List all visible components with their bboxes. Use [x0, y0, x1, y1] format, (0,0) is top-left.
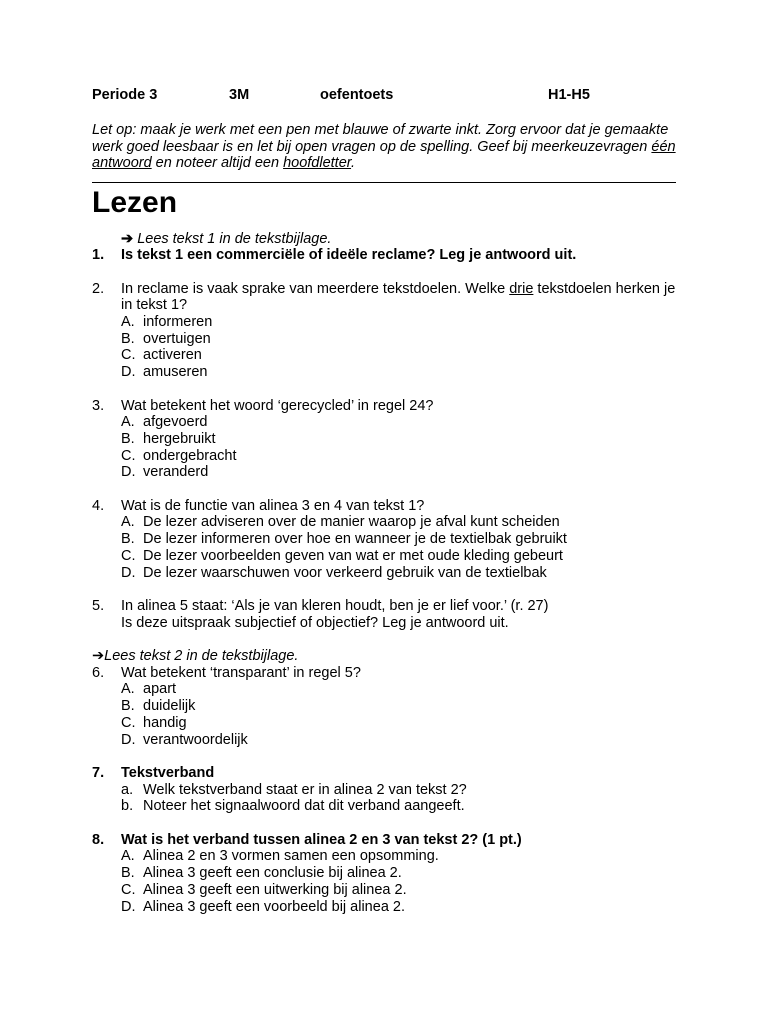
answer-option: A. De lezer adviseren over de manier waarop je afval kunt scheiden [121, 514, 560, 531]
arrow-right-icon: ➔ [92, 648, 105, 664]
capital-letter-emphasis: hoofdletter [283, 155, 352, 171]
arrow-right-icon: ➔ [121, 230, 134, 247]
document-header [92, 86, 676, 104]
chapters-label: H1-H5 [548, 87, 590, 103]
test-type-label: oefentoets [320, 87, 394, 103]
question-2: 2. In reclame is vaak sprake van meerdere tekstdoelen. Welke drie tekstdoelen herken je in tekst 1? [92, 280, 676, 314]
answer-option: A. Alinea 2 en 3 vormen samen een opsomming. [121, 848, 439, 865]
answer-option: A. informeren [121, 314, 213, 330]
instruction-text-1: ➔ Lees tekst 1 in de tekstbijlage. [121, 230, 332, 247]
answer-option: B. hergebruikt [121, 430, 216, 447]
document-page [92, 86, 676, 915]
instruction-text-2: ➔Lees tekst 2 in de tekstbijlage. [92, 648, 299, 664]
answer-option: D. amuseren [121, 364, 208, 381]
section-title: Lezen [92, 185, 178, 219]
question-1: 1. Is tekst 1 een commerciële of ideële reclame? Leg je antwoord uit. [92, 247, 577, 264]
answer-option: D. De lezer waarschuwen voor verkeerd gebruik van de textielbak [121, 564, 547, 581]
answer-option: C. handig [121, 714, 187, 731]
answer-option: D. verantwoordelijk [121, 731, 248, 748]
one-answer-emphasis: één antwoord [92, 138, 676, 171]
question-5: 5. In alinea 5 staat: ‘Als je van kleren houdt, ben je er lief voor.’ (r. 27) Is deze uitspraak subjectief of objectief? Leg je antwoord uit. [92, 597, 549, 631]
answer-option: A. afgevoerd [121, 414, 208, 431]
answer-option: A. apart [121, 681, 177, 698]
answer-option: D. veranderd [121, 464, 209, 481]
instructions-paragraph: Let op: maak je werk met een pen met blauwe of zwarte inkt. Zorg ervoor dat je gemaakte werk goed leesbaar is en let bij open vragen op de spelling. Geef bij meerkeuzevragen één antwoord en noteer altijd een hoofdletter. [92, 122, 676, 171]
horizontal-rule [92, 182, 676, 183]
question-6: 6. Wat betekent ‘transparant’ in regel 5? [92, 664, 361, 681]
sub-question: a. Welk tekstverband staat er in alinea 2 van tekst 2? [121, 781, 467, 798]
answer-option: C. activeren [121, 347, 202, 364]
answer-option: C. De lezer voorbeelden geven van wat er met oude kleding gebeurt [121, 547, 563, 564]
sub-question: b. Noteer het signaalwoord dat dit verband aangeeft. [121, 798, 465, 815]
question-7: 7. Tekstverband [92, 764, 215, 781]
answer-option: C. ondergebracht [121, 447, 237, 464]
question-4: 4. Wat is de functie van alinea 3 en 4 van tekst 1? [92, 497, 425, 514]
answer-option: C. Alinea 3 geeft een uitwerking bij alinea 2. [121, 881, 407, 898]
answer-option: B. Alinea 3 geeft een conclusie bij alinea 2. [121, 865, 402, 882]
question-3: 3. Wat betekent het woord ‘gerecycled’ in regel 24? [92, 397, 434, 414]
period-label: Periode 3 [92, 87, 158, 103]
question-8: 8. Wat is het verband tussen alinea 2 en 3 van tekst 2? (1 pt.) [92, 831, 522, 848]
answer-option: B. De lezer informeren over hoe en wanneer je de textielbak gebruikt [121, 531, 567, 548]
class-label: 3M [229, 87, 250, 103]
answer-option: B. overtuigen [121, 330, 211, 347]
answer-option: B. duidelijk [121, 698, 196, 715]
answer-option: D. Alinea 3 geeft een voorbeeld bij alinea 2. [121, 898, 405, 915]
